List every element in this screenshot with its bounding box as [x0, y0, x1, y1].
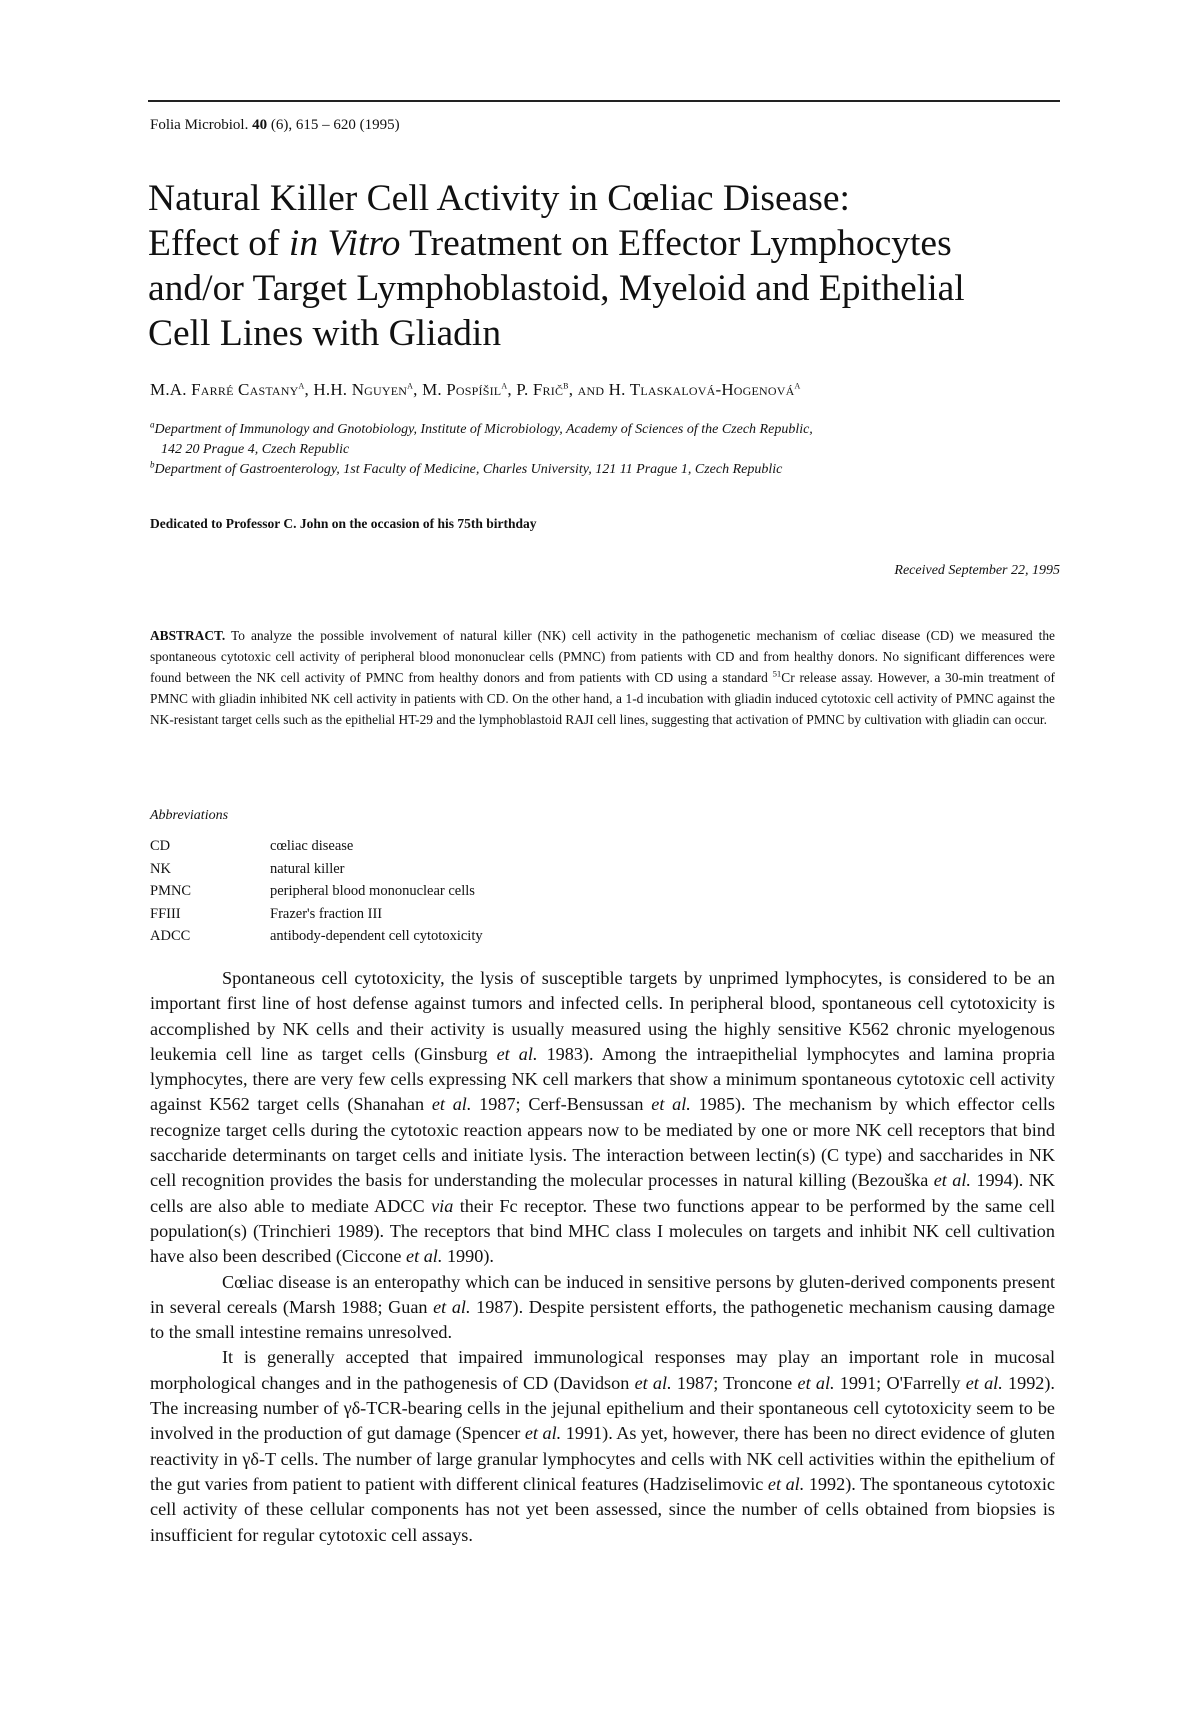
abbreviation-definition: natural killer: [270, 860, 345, 877]
text-run: 1992). The increasing number of γδ-TCR-bearing cells in the jejunal epithelium and their spontaneous cell cytotoxicity seem to be involved in the production of gut damage (Spencer: [150, 1372, 1055, 1444]
journal-name: Folia Microbiol.: [150, 117, 249, 133]
text-run: 1987). Despite persistent efforts, the pathogenetic mechanism causing damage to the small intestine remains unresolved.: [150, 1296, 1055, 1343]
text-run: 1991; O'Farrelly: [834, 1372, 966, 1393]
text-run: It is generally accepted that impaired immunological responses may play an important role in mucosal morphological changes and in the pathogenesis of CD (Davidson: [150, 1347, 1055, 1393]
paragraph-1: [150, 966, 1055, 1270]
abbreviation-row: [150, 903, 483, 926]
italic-run: et al.: [634, 1372, 672, 1393]
italic-run: et al.: [965, 1372, 1003, 1393]
title-line-4: Cell Lines with Gliadin: [148, 313, 502, 354]
affiliation-b-line-1: Department of Gastroenterology, 1st Faculty of Medicine, Charles University, 121 11 Prague 1, Czech Republic: [154, 462, 783, 477]
abbreviations-table: [150, 835, 483, 948]
text-run: 1987; Troncone: [671, 1372, 798, 1393]
text-run: 1985). The mechanism by which effector cells recognize target cells during the cytotoxic reaction appears now to be mediated by one or more NK cell receptors that bind saccharide determinants on target cells and initiate lysis. The interaction between lectin(s) (C type) and saccharides in NK cell recognition provides the basis for understanding the molecular processes in natural killing (Bezouška: [150, 1094, 1055, 1191]
paragraph-3: [150, 1345, 1055, 1547]
author-affiliation-marker: a: [501, 379, 508, 392]
abbreviation-row: [150, 925, 483, 948]
italic-run: et al.: [767, 1473, 805, 1494]
journal-issue-pages: (6), 615 – 620 (1995): [270, 117, 400, 133]
italic-run: et al.: [797, 1372, 835, 1393]
paragraph-2: [150, 1270, 1055, 1346]
text-run: 1994). NK cells are also able to mediate ADCC: [150, 1170, 1056, 1216]
text-run: 1991). As yet, however, there has been no direct evidence of gluten reactivity in γδ-T cells. The number of large granular lymphocytes and cells with NK cell activities within the epithelium of the gut varies from patient to patient with different clinical features (Hadziselimovic: [150, 1423, 1055, 1494]
author-separator: , and: [568, 380, 609, 399]
author-affiliation-marker: a: [794, 379, 801, 392]
author-affiliation-marker: a: [407, 379, 414, 392]
text-run: 1987; Cerf-Bensussan: [471, 1094, 652, 1115]
affiliations: [150, 420, 1060, 480]
author-separator: ,: [507, 380, 517, 399]
abbreviation-code: FFIII: [150, 905, 181, 922]
abbreviation-definition: Frazer's fraction III: [270, 905, 383, 922]
abbreviation-code: ADCC: [150, 928, 191, 944]
abbreviation-code: PMNC: [150, 883, 192, 899]
abbreviation-code: CD: [150, 838, 171, 854]
received-date: Received September 22, 1995: [894, 563, 1060, 578]
abstract-label: ABSTRACT.: [150, 628, 226, 643]
affiliation-a-line-1: Department of Immunology and Gnotobiology, Institute of Microbiology, Academy of Sciences of the Czech Republic,: [154, 422, 813, 437]
journal-volume: 40: [252, 117, 268, 133]
italic-run: via: [431, 1195, 454, 1216]
header-rule: [148, 100, 1060, 102]
italic-run: et al.: [433, 1296, 471, 1317]
body-text: [150, 966, 1055, 1548]
isotope-superscript: 51: [772, 668, 782, 679]
affiliation-b-marker: b: [150, 459, 155, 470]
title-line-2: [148, 221, 1068, 266]
abbreviation-definition: peripheral blood mononuclear cells: [270, 883, 475, 899]
author-name: H. Tlaskalová-Hogenová: [608, 380, 795, 399]
author-list: [150, 380, 801, 400]
italic-run: et al.: [933, 1170, 971, 1191]
italic-run: et al.: [496, 1043, 538, 1064]
text-run: 1983). Among the intraepithelial lymphocytes and lamina propria lymphocytes, there are very few cells expressing NK cell markers that show a minimum spontaneous cytotoxic cell activity against K562 target cells (Shanahan: [150, 1043, 1055, 1115]
author-name: M.A. Farré Castany: [150, 380, 299, 399]
text-run: their Fc receptor. These two functions appear to be performed by the same cell population(s) (Trinchieri 1989). The receptors that bind MHC class I molecules on targets and inhibit NK cell cultivation have also been described (Ciccone: [150, 1195, 1055, 1267]
abbreviation-row: [150, 858, 483, 881]
affiliation-a-marker: a: [150, 419, 155, 430]
journal-citation: [150, 117, 400, 134]
abstract: [150, 625, 1055, 730]
title-line-3: and/or Target Lymphoblastoid, Myeloid and Epithelial: [148, 268, 965, 309]
title-line-1: Natural Killer Cell Activity in Cœliac Disease:: [148, 178, 850, 219]
abstract-text-1: To analyze the possible involvement of natural killer (NK) cell activity in the pathogenetic mechanism of cœliac disease (CD) we measured the spontaneous cytotoxic cell activity of peripheral blood mononuclear cells (PMNC) from patients with CD and from healthy donors. No significant differences were found between the NK cell activity of PMNC from healthy donors and from patients with CD using a standard: [150, 628, 1055, 685]
italic-run: et al.: [406, 1246, 443, 1267]
abbreviation-code: NK: [150, 860, 171, 877]
author-name: M. Pospíšil: [422, 380, 502, 399]
title-line-2-post: Treatment on Effector Lymphocytes: [400, 223, 952, 264]
author-name: P. Frič: [516, 380, 564, 399]
abbreviation-row: [150, 835, 483, 858]
abbreviation-definition: cœliac disease: [270, 838, 354, 854]
author-separator: ,: [304, 380, 314, 399]
italic-run: et al.: [431, 1094, 472, 1115]
italic-run: et al.: [651, 1094, 691, 1115]
affiliation-a-line-2: 142 20 Prague 4, Czech Republic: [161, 442, 350, 457]
text-run: 1990).: [442, 1246, 494, 1267]
paper-title: [148, 176, 1068, 356]
author-affiliation-marker: a: [298, 379, 305, 392]
text-run: Cœliac disease is an enteropathy which can be induced in sensitive persons by gluten-derived components present in several cereals (Marsh 1988; Guan: [150, 1271, 1055, 1317]
text-run: 1992). The spontaneous cytotoxic cell activity of these cellular components has not yet been assessed, since the number of cells obtained from biopsies is insufficient for regular cytotoxic cell assays.: [150, 1473, 1055, 1545]
author-name: H.H. Nguyen: [313, 380, 408, 399]
author-affiliation-marker: b: [563, 379, 569, 392]
affiliation-b: [150, 460, 1060, 480]
affiliation-a: [150, 420, 1060, 440]
title-line-2-pre: Effect of: [148, 223, 289, 264]
abbreviation-definition: antibody-dependent cell cytotoxicity: [270, 928, 483, 944]
dedication: Dedicated to Professor C. John on the occasion of his 75th birthday: [150, 516, 537, 531]
abbreviation-row: [150, 880, 483, 903]
author-separator: ,: [413, 380, 423, 399]
abstract-text-2: Cr release assay. However, a 30-min treatment of PMNC with gliadin inhibited NK cell activity in patients with CD. On the other hand, a 1-d incubation with gliadin induced cytotoxic cell activity of PMNC against the NK-resistant target cells such as the epithelial HT-29 and the lymphoblastoid RAJI cell lines, suggesting that activation of PMNC by cultivation with gliadin can occur.: [150, 670, 1055, 727]
abbreviations-heading: Abbreviations: [150, 808, 229, 823]
title-line-2-italic: in Vitro: [288, 223, 401, 264]
text-run: Spontaneous cell cytotoxicity, the lysis of susceptible targets by unprimed lymphocytes, is considered to be an important first line of host defense against tumors and infected cells. In peripheral blood, spontaneous cell cytotoxicity is accomplished by NK cells and their activity is usually measured using the highly sensitive K562 chronic myelogenous leukemia cell line as target cells (Ginsburg: [150, 968, 1055, 1064]
italic-run: et al.: [524, 1423, 562, 1444]
